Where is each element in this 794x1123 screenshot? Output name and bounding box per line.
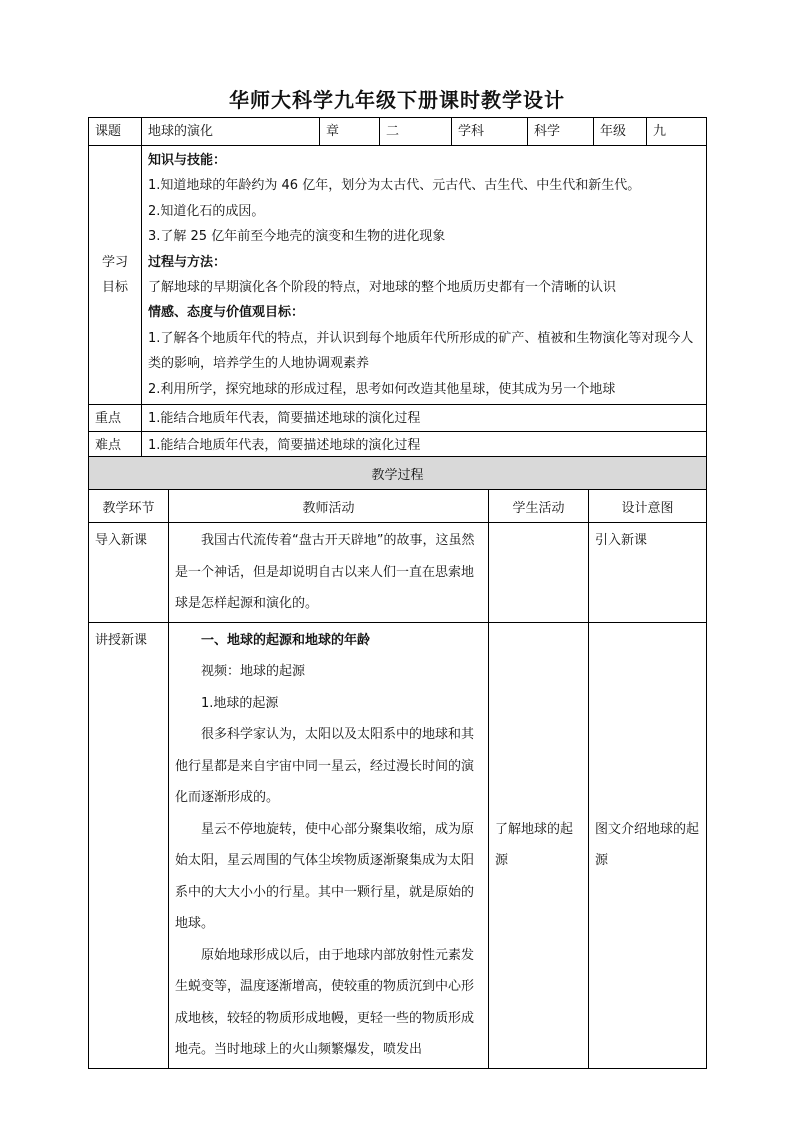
intro-teacher-activity xyxy=(169,523,489,623)
key-point-value: 1.能结合地质年代表，简要描述地球的演化过程 xyxy=(142,405,707,432)
key-point-row xyxy=(89,405,707,432)
topic-value: 地球的演化 xyxy=(142,118,320,146)
difficulty-label: 难点 xyxy=(89,432,142,459)
process-heading: 教学过程 xyxy=(89,457,707,490)
knowledge-heading: 知识与技能： xyxy=(148,153,227,168)
attitude-heading: 情感、态度与价值观目标： xyxy=(148,305,305,321)
difficulty-row xyxy=(89,432,707,459)
lesson-stage: 讲授新课 xyxy=(89,622,169,1068)
info-row xyxy=(89,118,707,146)
intro-student-activity xyxy=(489,523,589,623)
lesson-row xyxy=(89,622,707,1068)
lesson-student-activity xyxy=(489,622,589,1068)
attitude-item-1: 1.了解各个地质年代的特点，并认识到每个地质年代所形成的矿产、植被和生物演化等对现今人类的影响，培养学生的人地协调观素养 xyxy=(148,330,694,372)
intro-paragraph: 我国古代流传着“盘古开天辟地”的故事，这虽然是一个神话，但是却说明自古以来人们一直在思索地球是怎样起源和演化的。 xyxy=(175,533,475,611)
knowledge-item-1: 1.知道地球的年龄约为 46 亿年，划分为太古代、元古代、古生代、中生代和新生代。 xyxy=(148,178,641,194)
video-label: 视频：地球的起源 xyxy=(201,664,306,679)
lesson-teacher-activity xyxy=(169,622,489,1068)
lesson-paragraph-2: 星云不停地旋转，使中心部分聚集收缩，成为原始太阳，星云周围的气体尘埃物质逐渐聚集成为太阳系中的大大小小的行星。其中一颗行星，就是原始的地球。 xyxy=(175,821,475,931)
difficulty-value: 1.能结合地质年代表，简要描述地球的演化过程 xyxy=(142,432,707,459)
lesson-info-table xyxy=(88,117,707,459)
goals-label-line1: 学习 xyxy=(101,255,128,271)
goals-label-line2: 目标 xyxy=(101,280,128,296)
lesson-design-intent xyxy=(589,622,707,1068)
process-heading: 过程与方法： xyxy=(148,254,227,270)
subject-value: 科学 xyxy=(528,118,594,146)
lesson-student-text: 了解地球的起源 xyxy=(495,821,574,868)
chapter-label: 章 xyxy=(320,118,380,146)
grade-label: 年级 xyxy=(594,118,647,146)
lesson-paragraph-1: 很多科学家认为，太阳以及太阳系中的地球和其他行星都是来自宇宙中同一星云，经过漫长时间的演化而逐渐形成的。 xyxy=(175,727,475,805)
topic-label: 课题 xyxy=(89,118,142,146)
intro-design-intent: 引入新课 xyxy=(589,523,707,623)
goals-content xyxy=(142,146,707,405)
attitude-item-2: 2.利用所学，探究地球的形成过程，思考如何改造其他星球，使其成为另一个地球 xyxy=(148,381,616,397)
column-header-row xyxy=(89,490,707,523)
teaching-process-table xyxy=(88,456,707,1069)
chapter-value: 二 xyxy=(380,118,452,146)
grade-value: 九 xyxy=(647,118,707,146)
document-title: 华师大科学九年级下册课时教学设计 xyxy=(229,88,565,112)
col-intent-header: 设计意图 xyxy=(589,490,707,523)
goals-row xyxy=(89,146,707,405)
knowledge-item-3: 3.了解 25 亿年前至今地壳的演变和生物的进化现象 xyxy=(148,229,446,245)
intro-stage: 导入新课 xyxy=(89,523,169,623)
col-teacher-header: 教师活动 xyxy=(169,490,489,523)
process-heading-row xyxy=(89,457,707,490)
key-point-label: 重点 xyxy=(89,405,142,432)
knowledge-item-2: 2.知道化石的成因。 xyxy=(148,203,265,219)
goals-label xyxy=(89,146,142,405)
section-title: 一、地球的起源和地球的年龄 xyxy=(201,632,371,648)
process-item-1: 了解地球的早期演化各个阶段的特点，对地球的整个地质历史都有一个清晰的认识 xyxy=(148,280,617,296)
col-stage-header: 教学环节 xyxy=(89,490,169,523)
subject-label: 学科 xyxy=(452,118,528,146)
lesson-intent-text: 图文介绍地球的起源 xyxy=(595,821,700,868)
subsection-title: 1.地球的起源 xyxy=(201,695,279,711)
intro-row xyxy=(89,523,707,623)
col-student-header: 学生活动 xyxy=(489,490,589,523)
lesson-paragraph-3: 原始地球形成以后，由于地球内部放射性元素发生蜕变等，温度逐渐增高，使较重的物质沉到中心形成地核，较轻的物质形成地幔，更轻一些的物质形成地壳。当时地球上的火山频繁爆发，喷发出 xyxy=(175,947,475,1057)
